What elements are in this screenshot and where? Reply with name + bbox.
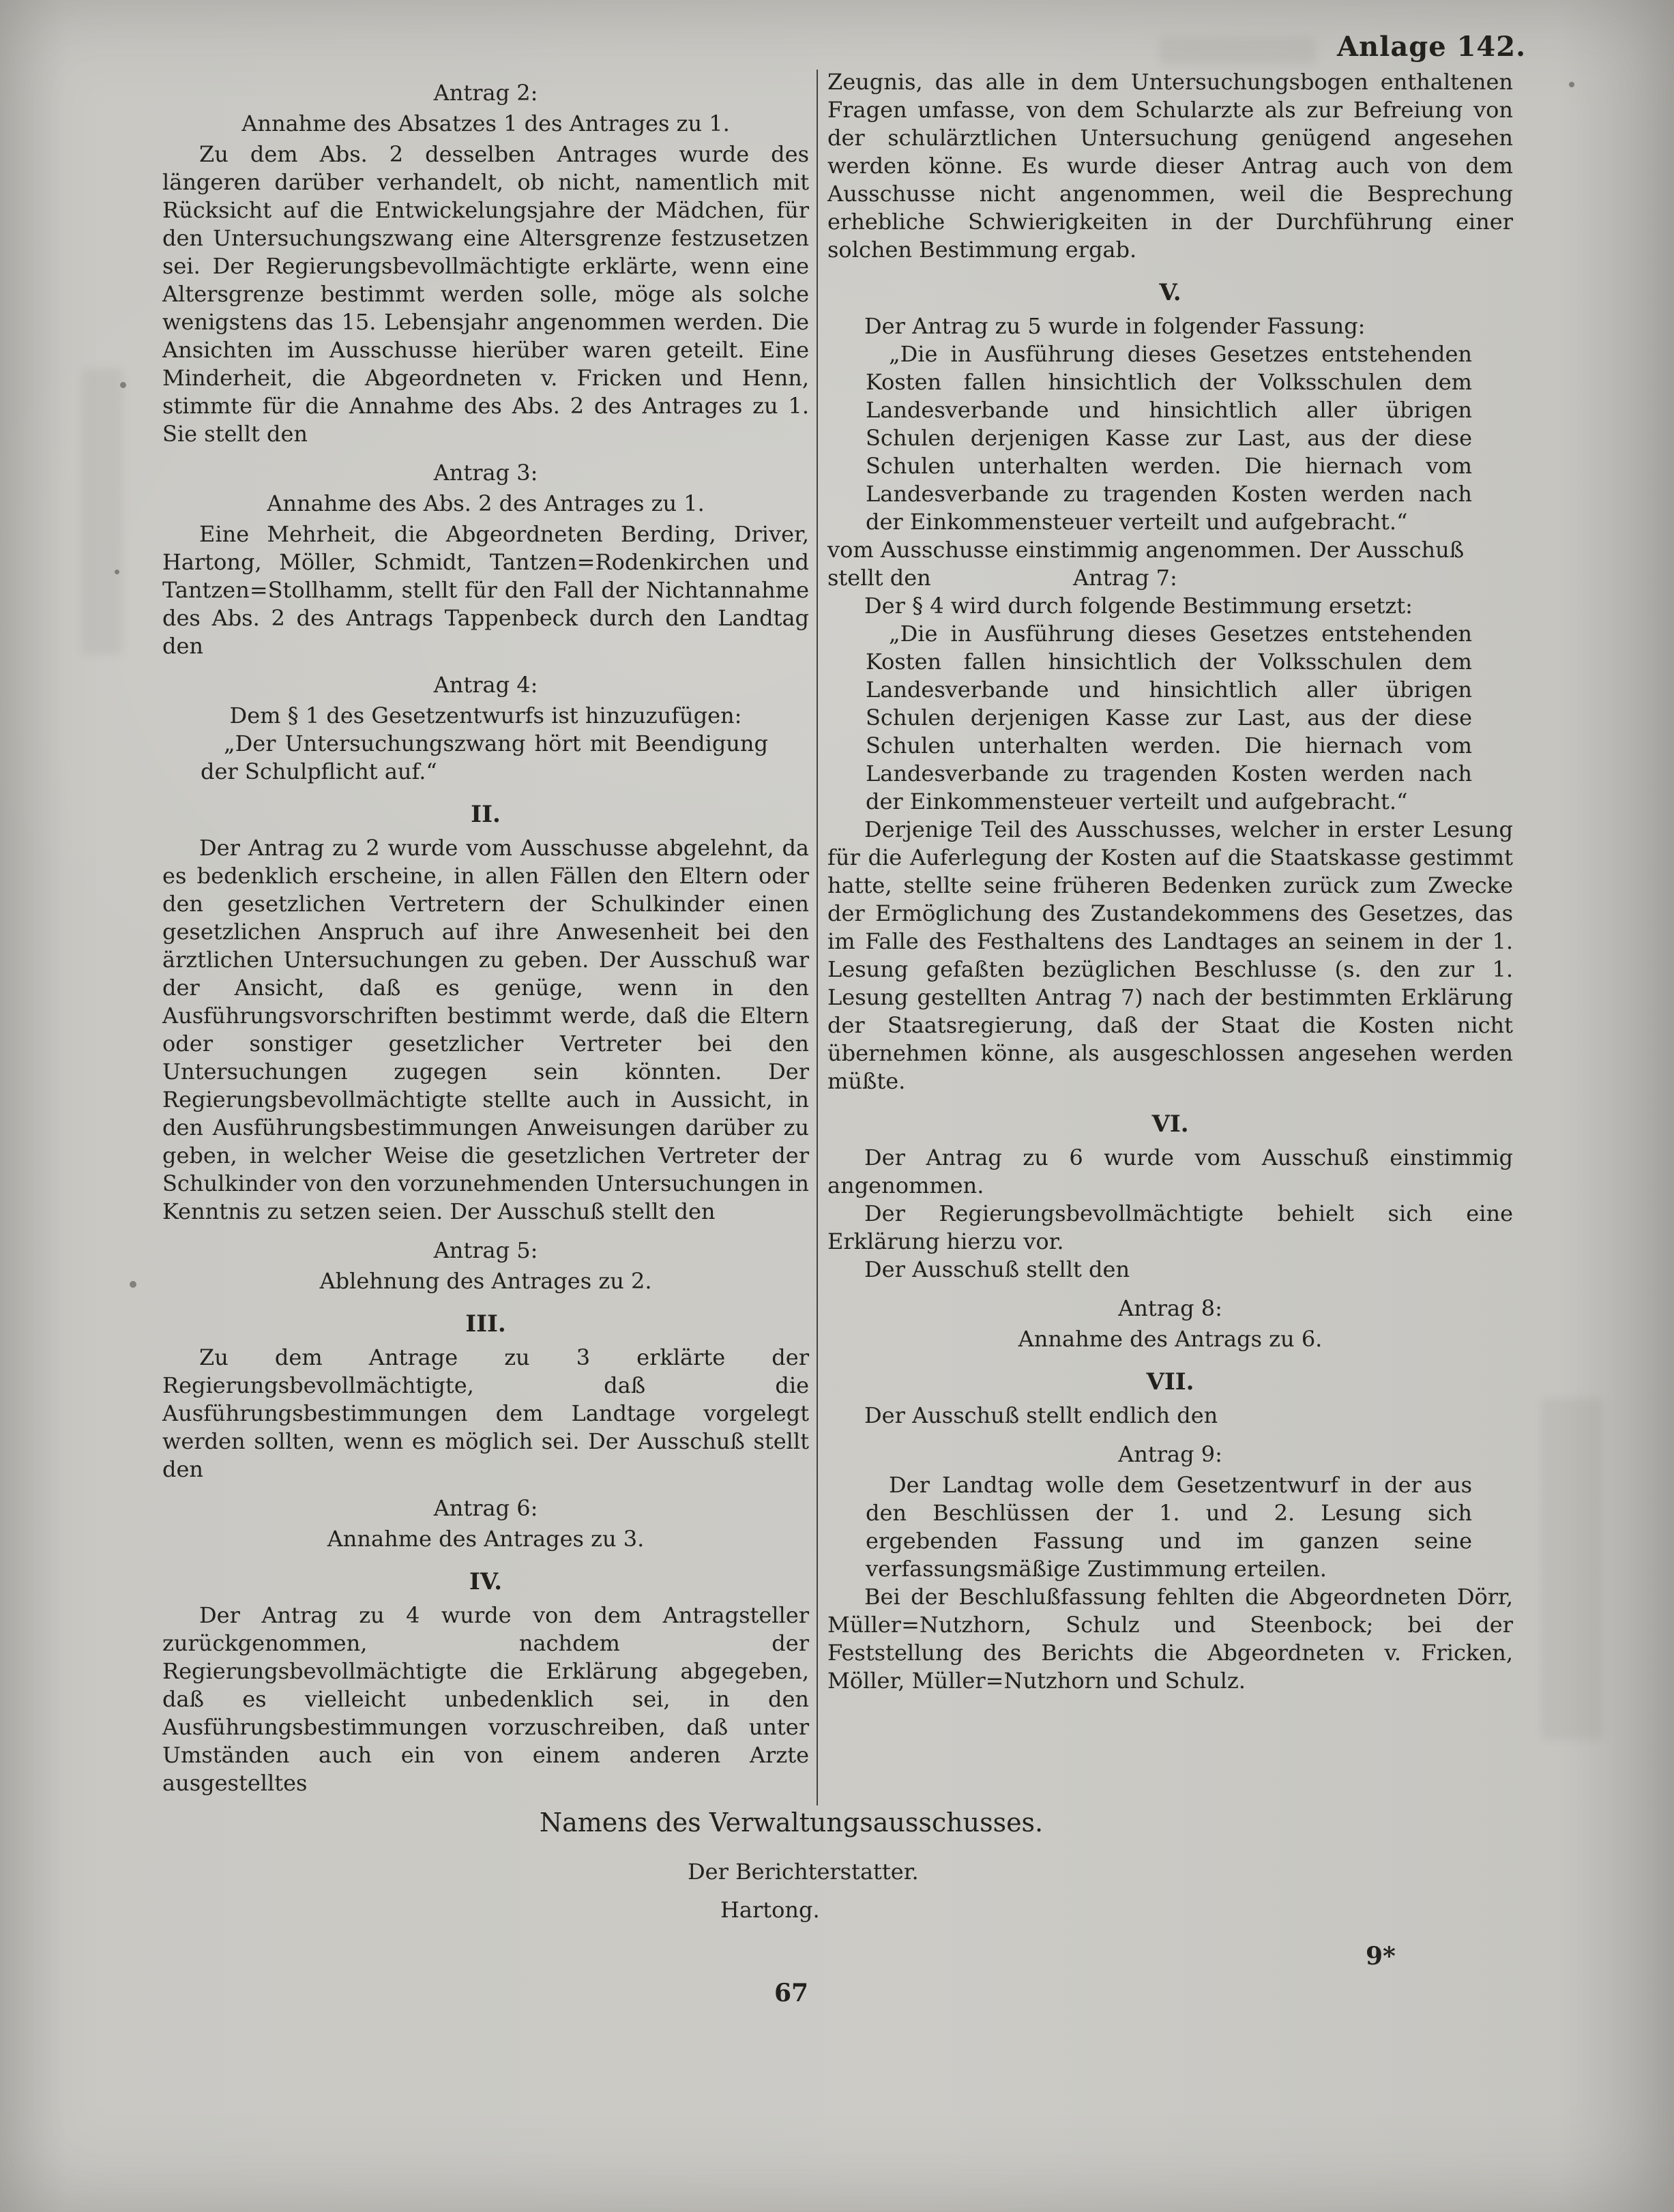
centered-heading: Annahme des Antrags zu 6. <box>1018 1326 1323 1352</box>
section-numeral: IV. <box>469 1568 503 1595</box>
centered-heading: Antrag 6: <box>433 1495 538 1521</box>
reporter-label: Der Berichterstatter. <box>688 1859 919 1885</box>
scan-artifact <box>1542 1398 1603 1739</box>
indented-block: „Die in Ausführung dieses Gesetzes entstehenden Kosten fallen hinsichtlich der Volksschulen dem Landesverbande und hinsichtlich aller übrigen Schulen derjenigen Kasse zur Last, aus der diese Schulen unterhalten werden. Die hiernach vom Landesverbande zu tragenden Kosten werden nach der Einkommensteuer verteilt und aufgebracht.“ <box>866 341 1472 535</box>
split-center-heading: Antrag 7: <box>1073 565 1177 591</box>
split-line <box>827 564 1513 592</box>
right-column <box>827 68 1513 1797</box>
paragraph: Der Regierungsbevollmächtigte behielt sich eine Erklärung hierzu vor. <box>827 1200 1513 1254</box>
scan-artifact <box>120 382 126 388</box>
split-left-text: stellt den <box>827 565 931 591</box>
centered-heading: Antrag 8: <box>1118 1295 1222 1321</box>
page-number: 67 <box>774 1979 809 2007</box>
paragraph: Der Antrag zu 2 wurde vom Ausschusse abgelehnt, da es bedenklich erscheine, in allen Fällen den Eltern oder den gesetzlichen Vertretern der Schulkinder einen gesetzlichen Anspruch auf ihre Anwesenheit bei den ärztlichen Untersuchungen zu geben. Der Ausschuß war der Ansicht, daß es genüge, wenn in den Ausführungsvorschriften bestimmt werde, daß die Eltern oder sonstiger gesetzlicher Vertreter bei den Untersuchungen zugegen sein könnten. Der Regierungsbevollmächtigte stellte auch in Aussicht, in den Ausführungsbestimmungen Anweisungen darüber zu geben, in welcher Weise die gesetzlichen Vertreter der Schulkinder von den vorzunehmenden Untersuchungen in Kenntnis zu setzen seien. Der Ausschuß stellt den <box>162 835 809 1224</box>
paragraph: Der § 4 wird durch folgende Bestimmung ersetzt: <box>864 593 1413 619</box>
section-numeral: VII. <box>1146 1368 1194 1396</box>
scan-artifact <box>1160 38 1317 65</box>
scan-artifact <box>82 368 123 655</box>
indented-block: „Der Untersuchungszwang hört mit Beendigung der Schulpflicht auf.“ <box>201 731 768 784</box>
scan-artifact <box>115 570 119 574</box>
centered-heading: Antrag 2: <box>433 80 538 106</box>
scan-artifact <box>130 1281 136 1288</box>
centered-heading: Antrag 3: <box>433 460 538 486</box>
paragraph: Der Ausschuß stellt den <box>864 1256 1130 1282</box>
indented-block: „Die in Ausführung dieses Gesetzes entstehenden Kosten fallen hinsichtlich der Volksschulen dem Landesverbande und hinsichtlich aller übrigen Schulen derjenigen Kasse zur Last, aus der diese Schulen unterhalten werden. Die hiernach vom Landesverbande zu tragenden Kosten werden nach der Einkommensteuer verteilt und aufgebracht.“ <box>866 621 1472 814</box>
section-numeral: VI. <box>1151 1110 1189 1138</box>
scan-artifact <box>1569 82 1574 87</box>
paragraph: Der Antrag zu 5 wurde in folgender Fassung: <box>864 313 1366 339</box>
indented-block: Der Landtag wolle dem Gesetzentwurf in der aus den Beschlüssen der 1. und 2. Lesung sich ergebenden Fassung und im ganzen seine verfassungsmäßige Zustimmung erteilen. <box>866 1472 1472 1582</box>
section-numeral: II. <box>471 801 501 828</box>
centered-heading: Annahme des Antrages zu 3. <box>327 1526 645 1552</box>
printer-signature-mark: 9* <box>1366 1942 1396 1971</box>
centered-heading: Annahme des Abs. 2 des Antrages zu 1. <box>267 490 705 516</box>
paragraph-continuation: Zeugnis, das alle in dem Untersuchungsbogen enthaltenen Fragen umfasse, von dem Schularzte als zur Befreiung von der schulärztlichen Untersuchung genügend angesehen werden könne. Es wurde dieser Antrag auch von dem Ausschusse nicht angenommen, weil die Besprechung erhebliche Schwierigkeiten in der Durchführung einer solchen Bestimmung ergab. <box>827 69 1513 263</box>
centered-heading: Annahme des Absatzes 1 des Antrages zu 1. <box>241 110 730 136</box>
column-divider-rule <box>817 70 818 1805</box>
paragraph: Zu dem Abs. 2 desselben Antrages wurde des längeren darüber verhandelt, ob nicht, namentlich mit Rücksicht auf die Entwickelungsjahre der Mädchen, für den Untersuchungszwang eine Altersgrenze festzusetzen sei. Der Regierungsbevollmächtigte erklärte, wenn eine Altersgrenze bestimmt werden solle, möge als solche wenigstens das 15. Lebensjahr angenommen werden. Die Ansichten im Ausschusse hierüber waren geteilt. Eine Minderheit, die Abgeordneten v. Fricken und Henn, stimmte für die Annahme des Abs. 2 des Antrages zu 1. Sie stellt den <box>162 141 809 447</box>
paragraph: Bei der Beschlußfassung fehlten die Abgeordneten Dörr, Müller=Nutzhorn, Schulz und Steenbock; bei der Feststellung des Berichts die Abgeordneten v. Fricken, Möller, Müller=Nutzhorn und Schulz. <box>827 1584 1513 1694</box>
paragraph: Eine Mehrheit, die Abgeordneten Berding, Driver, Hartong, Möller, Schmidt, Tantzen=Rodenkirchen und Tantzen=Stollhamm, stellt für den Fall der Nichtannahme des Abs. 2 des Antrags Tappenbeck durch den Landtag den <box>162 521 809 659</box>
section-numeral: V. <box>1159 279 1181 306</box>
centered-heading: Ablehnung des Antrages zu 2. <box>319 1268 652 1294</box>
paragraph-continuation: vom Ausschusse einstimmig angenommen. Der Ausschuß <box>827 537 1465 563</box>
centered-line: Dem § 1 des Gesetzentwurfs ist hinzuzufügen: <box>229 703 742 728</box>
section-numeral: III. <box>465 1310 506 1338</box>
centered-heading: Antrag 4: <box>433 672 538 698</box>
paragraph: Der Antrag zu 4 wurde von dem Antragsteller zurückgenommen, nachdem der Regierungsbevollmächtigte die Erklärung abgegeben, daß es vielleicht unbedenklich sei, in den Ausführungsbestimmungen vorzuschreiben, daß unter Umständen auch ein von einem anderen Arzte ausgestelltes <box>162 1602 809 1796</box>
text-columns <box>162 68 1513 1797</box>
paragraph: Zu dem Antrage zu 3 erklärte der Regierungsbevollmächtigte, daß die Ausführungsbestimmungen dem Landtage vorgelegt werden sollten, wenn es möglich sei. Der Ausschuß stellt den <box>162 1344 809 1482</box>
paragraph: Der Ausschuß stellt endlich den <box>864 1402 1218 1428</box>
closing-title: Namens des Verwaltungsausschusses. <box>539 1808 1044 1838</box>
left-column <box>162 68 809 1797</box>
reporter-name: Hartong. <box>720 1897 820 1923</box>
centered-heading: Antrag 5: <box>433 1237 538 1263</box>
paragraph: Der Antrag zu 6 wurde vom Ausschuß einstimmig angenommen. <box>827 1145 1513 1198</box>
paragraph: Derjenige Teil des Ausschusses, welcher in erster Lesung für die Auferlegung der Kosten auf die Staatskasse gestimmt hatte, stellte seine früheren Bedenken zurück zum Zwecke der Ermöglichung des Zustandekommens des Gesetzes, das im Falle des Festhaltens des Landtages an seinem in der 1. Lesung gefaßten bezüglichen Beschlusse (s. den zur 1. Lesung gestellten Antrag 7) nach der bestimmten Erklärung der Staatsregierung, daß der Staat die Kosten nicht übernehmen könne, als ausgeschlossen angesehen werden müßte. <box>827 816 1513 1094</box>
annex-header: Anlage 142. <box>1337 31 1526 63</box>
centered-heading: Antrag 9: <box>1118 1441 1222 1467</box>
